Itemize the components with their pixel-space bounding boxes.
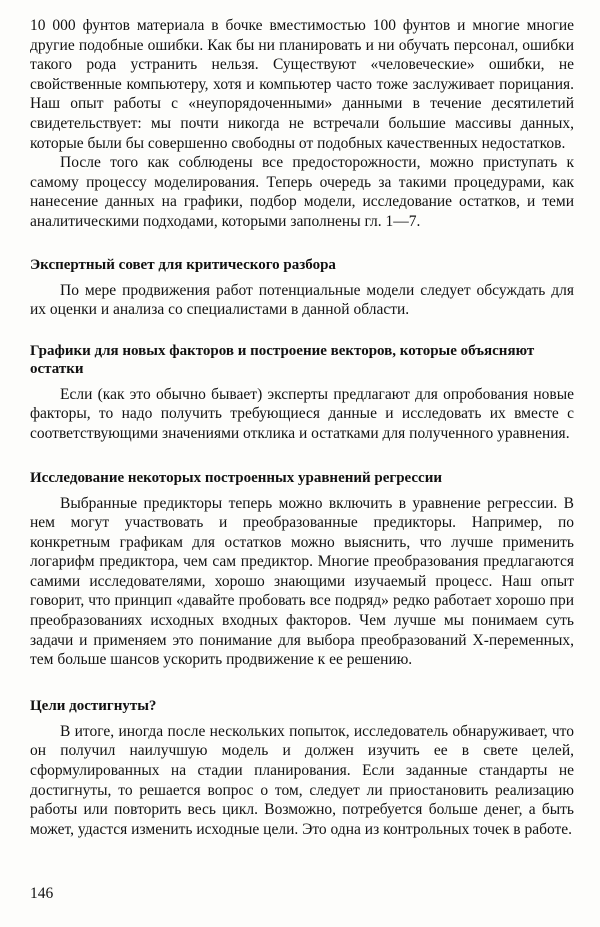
paragraph-2: После того как соблюдены все предосторожности, можно приступать к самому процессу моделирования. Теперь очередь за такими процедурами, как нанесение данных на графики, подбор модели, исследование остатков, и теми аналитическими подходами, которыми заполнены гл. 1—7. [30,154,574,230]
paragraph-5: Выбранные предикторы теперь можно включить в уравнение регрессии. В нем могут участвовать и преобразованные предикторы. Например, по конкретным графикам для остатков можно выяснить, что лучше применить логарифм предиктора, чем сам предиктор. Многие преобразования предлагаются самими исследователями, хорошо знающими изучаемый процесс. Наш опыт говорит, что принцип «давайте пробовать все подряд» редко работает хорошо при преобразованиях исходных входных факторов. Чем лучше мы понимаем суть задачи и применяем это понимание для выбора преобразований X-переменных, тем больше шансов ускорить продвижение к ее решению. [30,494,574,669]
section-heading-new-factors: Графики для новых факторов и построение векторов, которые объясняют остатки [30,342,535,377]
paragraph-6: В итоге, иногда после нескольких попыток, исследователь обнаруживает, что он получил наилучшую модель и должен изучить ее в свете целей, сформулированных на стадии планирования. Если заданные стандарты не достигнуты, то решается вопрос о том, следует ли приостановить реализацию работы или повторить весь цикл. Возможно, потребуется больше денег, а быть может, удастся изменить исходные цели. Это одна из контрольных точек в работе. [30,722,574,838]
section-heading-goals-achieved: Цели достигнуты? [30,697,157,714]
paragraph-3: По мере продвижения работ потенциальные модели следует обсуждать для их оценки и анализа со специалистами в данной области. [30,281,574,319]
section-heading-regression-equations: Исследование некоторых построенных уравнений регрессии [30,469,443,486]
paragraph-4: Если (как это обычно бывает) эксперты предлагают для опробования новые факторы, то надо получить требующиеся данные и исследовать их вместе с соответствующими значениями отклика и остатками для полученного уравнения. [30,385,574,442]
section-heading-expert-advice: Экспертный совет для критического разбора [30,256,336,273]
paragraph-1: 10 000 фунтов материала в бочке вместимостью 100 фунтов и многие многие другие подобные ошибки. Как бы ни планировать и ни обучать персонал, ошибки такого рода устранить нельзя. Существуют «человеческие» ошибки, не свойственные компьютеру, хотя и компьютер часто тоже заслуживает порицания. Наш опыт работы с «неупорядоченными» данными в течение десятилетий свидетельствует: мы почти никогда не встречали большие массивы данных, которые были бы совершенно свободны от подобных качественных недостатков. [30,17,574,152]
page-number: 146 [30,885,54,902]
page-body [30,16,574,839]
